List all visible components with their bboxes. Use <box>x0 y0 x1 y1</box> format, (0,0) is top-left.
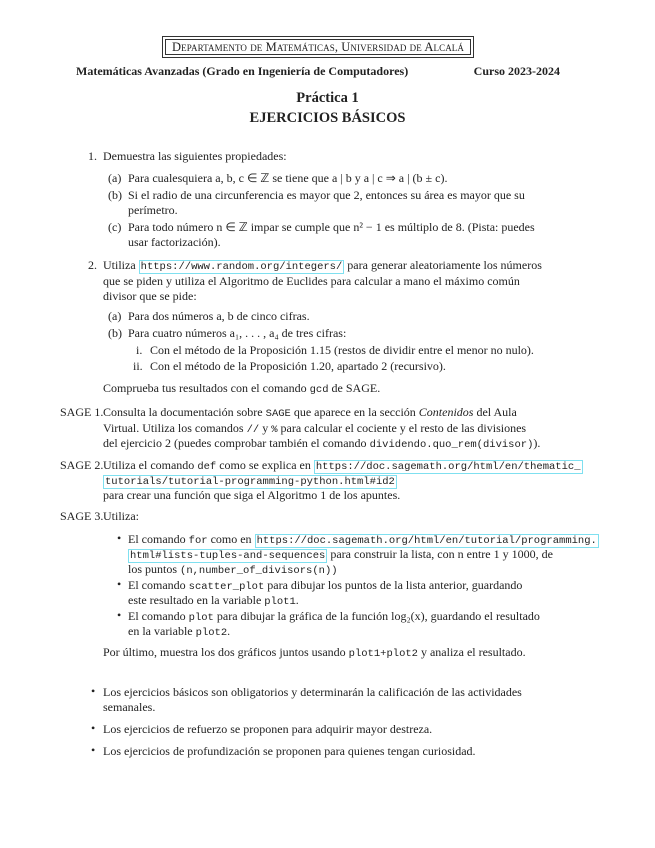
bullet-dot: • <box>91 684 96 698</box>
sage3-final <box>103 644 526 662</box>
sage1-l3-post: ). <box>533 436 541 450</box>
quo-rem-code: dividendo.quo_rem(divisor) <box>369 439 534 451</box>
ex2-check-pre: Comprueba tus resultados con el comando <box>103 381 307 395</box>
sage3-label: SAGE 3. <box>60 509 104 523</box>
scatter-plot-code: scatter_plot <box>188 581 265 593</box>
sage-code: SAGE <box>265 408 291 420</box>
sage3-b3-line2 <box>128 623 230 641</box>
note2: Los ejercicios de refuerzo se proponen para adquirir mayor destreza. <box>103 722 433 736</box>
ex2-number: 2. <box>88 258 97 272</box>
bullet-dot: • <box>91 743 96 757</box>
ex1-number: 1. <box>88 149 97 163</box>
b3-l2-pre: en la variable <box>128 624 193 638</box>
department-box: Departamento de Matemáticas, Universidad de Alcalá <box>162 36 474 58</box>
b1-pre: El comando <box>128 532 186 546</box>
b1-post: para construir la lista, con n entre 1 y 1000, de <box>330 547 553 561</box>
ex2-check-post: de SAGE. <box>331 381 381 395</box>
ex2-l1-post: para generar aleatoriamente los números <box>347 258 542 272</box>
points-code: (n,number_of_divisors(n)) <box>180 565 338 577</box>
ex1-c-line1: Para todo número n ∈ ℤ impar se cumple que n² − 1 es múltiplo de 8. (Pista: puedes <box>128 220 535 234</box>
ex2-line2: que se piden y utiliza el Algoritmo de Euclides para calcular a mano el máximo común <box>103 274 520 288</box>
thematic-tutorials-link-cont[interactable]: tutorials/tutorial-programming-python.html#id2 <box>105 476 395 488</box>
bullet-dot: • <box>117 577 122 591</box>
ex1-b-label: (b) <box>108 188 122 202</box>
sage1-l2-pre: Virtual. Utiliza los comandos <box>103 421 244 435</box>
ex2-b-label: (b) <box>108 326 122 340</box>
for-code: for <box>188 535 208 547</box>
sage2-l1-mid: como se explica en <box>219 458 311 472</box>
b2-l2-post: . <box>295 593 299 607</box>
ex2-l1-pre: Utiliza <box>103 258 136 272</box>
ex1-a-label: (a) <box>108 171 122 185</box>
ex2-i-text: Con el método de la Proposición 1.15 (restos de dividir entre el menor no nulo). <box>150 343 534 357</box>
ex1-c-line2: usar factorización). <box>128 235 221 249</box>
plot2-code: plot2 <box>195 627 228 639</box>
ex1-a-text: Para cualesquiera a, b, c ∈ ℤ se tiene que a | b y a | c ⇒ a | (b ± c). <box>128 171 448 185</box>
programming-tutorial-link-cont[interactable]: html#lists-tuples-and-sequences <box>130 550 326 562</box>
b2-l2-pre: este resultado en la variable <box>128 593 262 607</box>
programming-tutorial-link[interactable]: https://doc.sagemath.org/html/en/tutorial/programming. <box>256 535 597 547</box>
b1-l3-pre: los puntos <box>128 562 178 576</box>
floordiv-code: // <box>246 424 260 436</box>
b2-pre: El comando <box>128 578 186 592</box>
sage2-label: SAGE 2. <box>60 458 104 472</box>
ex2-line3: divisor que se pide: <box>103 289 197 303</box>
sage1-l2-y: y <box>262 421 269 435</box>
sage2-l1-pre: Utiliza el comando <box>103 458 195 472</box>
practice-title: Práctica 1 <box>296 90 359 106</box>
course-year: Curso 2023-2024 <box>473 64 560 78</box>
ex2-b-text: Para cuatro números a₁, . . . , a₄ de tres cifras: <box>128 326 347 340</box>
sage1-line3 <box>103 435 540 453</box>
plot-code: plot <box>188 612 214 624</box>
sage3-intro: Utiliza: <box>103 509 139 523</box>
ex2-a-text: Para dos números a, b de cinco cifras. <box>128 309 310 323</box>
bullet-dot: • <box>91 721 96 735</box>
b3-pre: El comando <box>128 609 186 623</box>
sage1-l2-post: para calcular el cociente y el resto de las divisiones <box>280 421 527 435</box>
bullet-dot: • <box>117 531 122 545</box>
ex2-i-label: i. <box>136 343 143 357</box>
course-name: Matemáticas Avanzadas (Grado en Ingeniería de Computadores) <box>76 64 409 78</box>
sage1-l3-pre: del ejercicio 2 (puedes comprobar también el comando <box>103 436 367 450</box>
sage2-line3: para crear una función que siga el Algoritmo 1 de los apuntes. <box>103 488 401 502</box>
ex2-ii-label: ii. <box>133 359 143 373</box>
ex1-c-label: (c) <box>108 220 122 234</box>
random-org-link[interactable]: https://www.random.org/integers/ <box>140 261 343 273</box>
final-post: y analiza el resultado. <box>420 645 526 659</box>
ex1-b-line2: perímetro. <box>128 203 178 217</box>
b3-l2-post: . <box>227 624 231 638</box>
course-header <box>76 64 560 79</box>
b3-post: para dibujar la gráfica de la función log₂(x), guardando el resultado <box>216 609 540 623</box>
note1-line1: Los ejercicios básicos son obligatorios y determinarán la calificación de las actividades <box>103 685 522 699</box>
b2-post: para dibujar los puntos de la lista anterior, guardando <box>267 578 523 592</box>
ex2-check <box>103 380 380 398</box>
ex2-a-label: (a) <box>108 309 122 323</box>
note3: Los ejercicios de profundización se proponen para quienes tengan curiosidad. <box>103 744 476 758</box>
gcd-code: gcd <box>309 384 329 396</box>
sage1-l1-mid: que aparece en la sección <box>293 405 416 419</box>
practice-subtitle: EJERCICIOS BÁSICOS <box>249 110 406 126</box>
mod-code: % <box>271 424 278 436</box>
bullet-dot: • <box>117 608 122 622</box>
note1-line2: semanales. <box>103 700 156 714</box>
def-code: def <box>197 461 217 473</box>
sage1-label: SAGE 1. <box>60 405 104 419</box>
thematic-tutorials-link[interactable]: https://doc.sagemath.org/html/en/thematic_ <box>315 461 581 473</box>
sage1-contenidos: Contenidos <box>418 405 474 419</box>
final-pre: Por último, muestra los dos gráficos juntos usando <box>103 645 346 659</box>
ex1-b-line1: Si el radio de una circunferencia es mayor que 2, entonces su área es mayor que su <box>128 188 525 202</box>
sage1-l1-post: del Aula <box>476 405 517 419</box>
ex2-ii-text: Con el método de la Proposición 1.20, apartado 2 (recursivo). <box>150 359 446 373</box>
plot-sum-code: plot1+plot2 <box>348 648 418 660</box>
ex1-intro: Demuestra las siguientes propiedades: <box>103 149 287 163</box>
plot1-code: plot1 <box>264 596 296 608</box>
sage1-l1-pre: Consulta la documentación sobre <box>103 405 263 419</box>
b1-mid: como en <box>210 532 252 546</box>
